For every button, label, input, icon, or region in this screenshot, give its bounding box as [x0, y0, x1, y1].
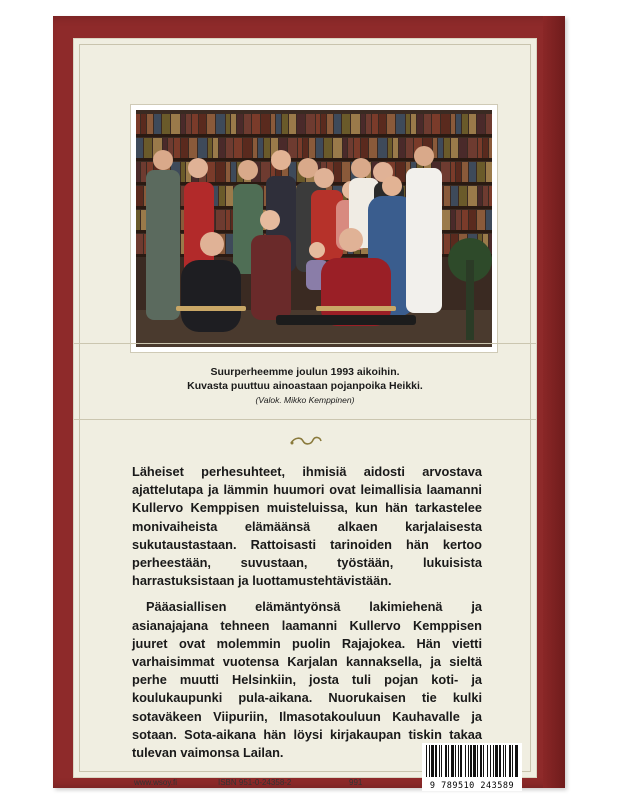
cream-panel	[73, 38, 537, 791]
caption-line-2: Kuvasta puuttuu ainoastaan pojanpoika Heikki.	[187, 380, 423, 392]
book-back-cover	[53, 16, 565, 791]
barcode-number: 9 789510 243589	[429, 781, 515, 791]
photo-caption	[74, 365, 536, 407]
photo-credit: (Valok. Mikko Kemppinen)	[255, 395, 355, 405]
barcode-bars	[422, 743, 522, 779]
blurb	[132, 463, 482, 762]
isbn: ISBN 951-0-24358-2	[218, 778, 292, 787]
blurb-paragraph-2: Pääasiallisen elämäntyönsä lakimiehenä ja asianajajana tehneen laamanni Kullervo Kemppisen juuret ovat molemmin puolin Rajajokea. Hän vietti varhaisimmat vuotensa Karjalan kannaksella, ja sieltä perhe muutti Helsinkiin, josta tuli pojan koti- ja koulukaupunki pula-aikana. Nuorukaisen tie kulki sotaväkeen Viipuriin, Ilmasotakouluun Kauhavalle ja sotaan. Sota-aikana hän löysi kirjakaupan tiskin takaa tulevan vaimonsa Lailan.	[132, 599, 482, 761]
cover-edge	[543, 16, 565, 788]
divider-bottom	[74, 419, 536, 420]
blurb-paragraph-1: Läheiset perhesuhteet, ihmisiä aidosti arvostava ajattelutapa ja lämmin huumori ovat leimallisia laamanni Kullervo Kemppisen muisteluissa, kun hän tarkastelee monivaiheista elämäänsä alkaen karjalaisesta sukutaustastaan. Rattoisasti tarinoiden hän kertoo perheestään, suvustaan, työstään, lukuisista harrastuksistaan ja luottamustehtävistään.	[132, 464, 482, 589]
publisher-website: www.wsoy.fi	[134, 778, 177, 787]
family-photo-illustration	[136, 110, 492, 347]
ornament-icon	[289, 435, 323, 447]
family-photo	[131, 105, 497, 352]
product-code: 991	[349, 778, 363, 787]
caption-line-1: Suurperheemme joulun 1993 aikoihin.	[210, 366, 400, 378]
divider-top	[74, 343, 536, 344]
barcode	[422, 743, 522, 791]
